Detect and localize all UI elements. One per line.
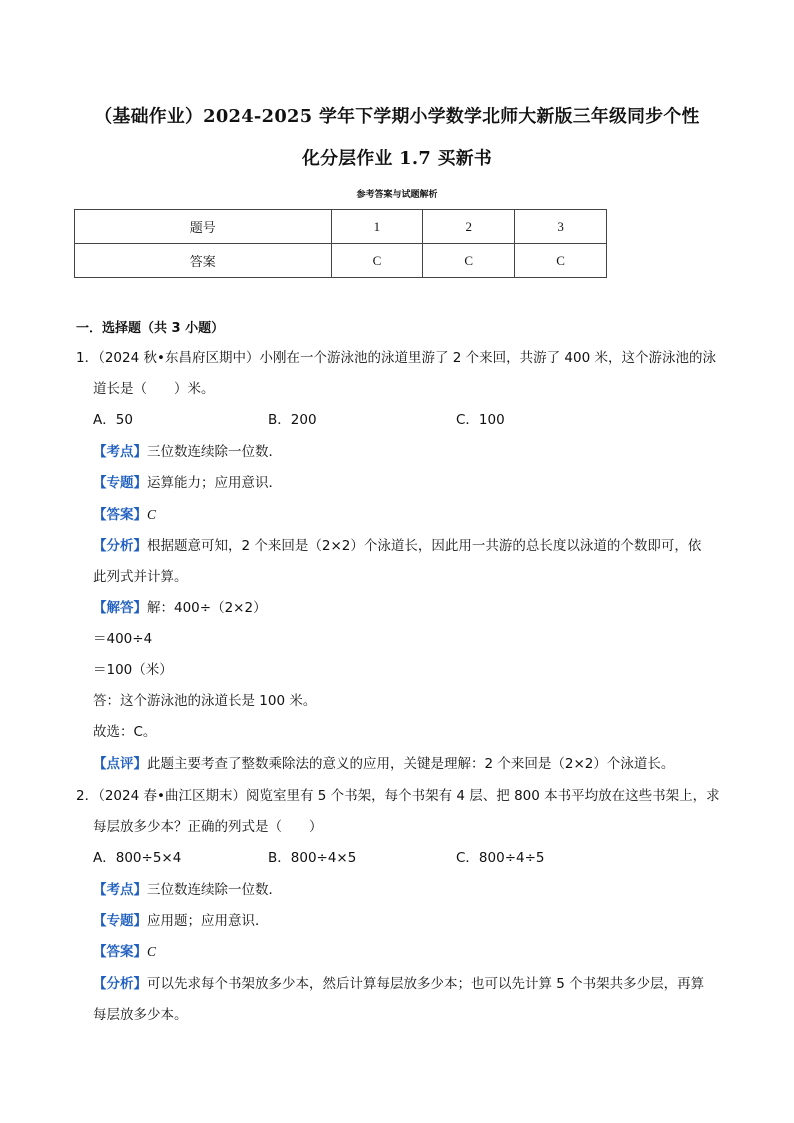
q2-fenxi-text: 可以先求每个书架放多少本，然后计算每层放多少本；也可以先计算 5 个书架共多少层，再算 bbox=[147, 976, 705, 992]
q1-jieda-line1 bbox=[93, 599, 267, 617]
answer-table-cell: 1 bbox=[331, 210, 423, 244]
q1-kaodian bbox=[93, 443, 282, 461]
document-title-line1: （基础作业）2024-2025 学年下学期小学数学北师大新版三年级同步个性 bbox=[94, 106, 700, 127]
q2-zhuanti-tag: 【专题】 bbox=[93, 913, 147, 929]
q1-fenxi-text: 根据题意可知，2 个来回是（2×2）个泳道长，因此用一共游的总长度以泳道的个数即可，依 bbox=[147, 538, 702, 554]
q1-jieda-tag: 【解答】 bbox=[93, 600, 147, 616]
answer-table-header-row bbox=[75, 210, 607, 244]
q2-fenxi-line2: 每层放多少本。 bbox=[93, 1007, 188, 1023]
q2-stem-line1: 2．（2024 春•曲江区期末）阅览室里有 5 个书架，每个书架有 4 层、把 800 本书平均放在这些书架上，求 bbox=[76, 788, 720, 804]
q2-fenxi-line1 bbox=[93, 975, 704, 993]
q1-stem-line2: 道长是（ ）米。 bbox=[93, 381, 215, 397]
answer-table-cell: C bbox=[331, 244, 423, 278]
section-heading: 一．选择题（共 3 小题） bbox=[76, 321, 225, 336]
q2-option-a: A．800÷5×4 bbox=[93, 850, 182, 866]
q1-jieda-line4: 答：这个游泳池的泳道长是 100 米。 bbox=[93, 693, 317, 709]
q1-fenxi-line1 bbox=[93, 537, 701, 555]
q1-stem-line1: 1．（2024 秋•东昌府区期中）小刚在一个游泳池的泳道里游了 2 个来回，共游了 400 米，这个游泳池的泳 bbox=[76, 350, 716, 366]
q2-kaodian-tag: 【考点】 bbox=[93, 882, 147, 898]
answer-table bbox=[74, 209, 607, 278]
answer-table-cell: C bbox=[515, 244, 607, 278]
q2-option-c: C．800÷4÷5 bbox=[456, 850, 545, 866]
q2-fenxi-tag: 【分析】 bbox=[93, 976, 147, 992]
document-title-line2: 化分层作业 1.7 买新书 bbox=[302, 148, 492, 169]
q1-jieda-text: 解：400÷（2×2） bbox=[147, 600, 267, 616]
answer-table-cell: C bbox=[423, 244, 515, 278]
q2-daan bbox=[93, 943, 156, 961]
q1-daan bbox=[93, 506, 156, 524]
q2-kaodian bbox=[93, 881, 282, 899]
document-subtitle: 参考答案与试题解析 bbox=[356, 190, 438, 200]
q1-option-b: B．200 bbox=[268, 412, 317, 428]
q1-option-a: A．50 bbox=[93, 412, 133, 428]
q1-zhuanti bbox=[93, 474, 282, 492]
q2-option-b: B．800÷4×5 bbox=[268, 850, 357, 866]
q2-daan-tag: 【答案】 bbox=[93, 944, 147, 960]
q2-kaodian-text: 三位数连续除一位数． bbox=[147, 882, 282, 898]
q1-dianping-tag: 【点评】 bbox=[93, 756, 147, 772]
q2-zhuanti bbox=[93, 912, 269, 930]
q2-stem-line2: 每层放多少本？正确的列式是（ ） bbox=[93, 819, 323, 835]
q1-jieda-line3: ＝100（米） bbox=[93, 662, 173, 678]
q1-zhuanti-text: 运算能力；应用意识． bbox=[147, 475, 282, 491]
answer-table-cell: 题号 bbox=[75, 210, 332, 244]
q1-kaodian-text: 三位数连续除一位数． bbox=[147, 444, 282, 460]
q2-daan-text: C bbox=[147, 944, 157, 959]
answer-table-cell: 3 bbox=[515, 210, 607, 244]
q1-zhuanti-tag: 【专题】 bbox=[93, 475, 147, 491]
q1-kaodian-tag: 【考点】 bbox=[93, 444, 147, 460]
q1-daan-text: C bbox=[147, 507, 157, 522]
q1-fenxi-line2: 此列式并计算。 bbox=[93, 569, 188, 585]
answer-table-answer-row bbox=[75, 244, 607, 278]
q1-jieda-line2: ＝400÷4 bbox=[93, 631, 153, 647]
q1-daan-tag: 【答案】 bbox=[93, 507, 147, 523]
q1-option-c: C．100 bbox=[456, 412, 505, 428]
q1-dianping bbox=[93, 755, 674, 773]
q2-zhuanti-text: 应用题；应用意识． bbox=[147, 913, 269, 929]
answer-table-cell: 答案 bbox=[75, 244, 332, 278]
q1-fenxi-tag: 【分析】 bbox=[93, 538, 147, 554]
answer-table-cell: 2 bbox=[423, 210, 515, 244]
q1-jieda-line5: 故选：C。 bbox=[93, 724, 157, 740]
q1-dianping-text: 此题主要考查了整数乘除法的意义的应用，关键是理解：2 个来回是（2×2）个泳道长。 bbox=[147, 756, 675, 772]
